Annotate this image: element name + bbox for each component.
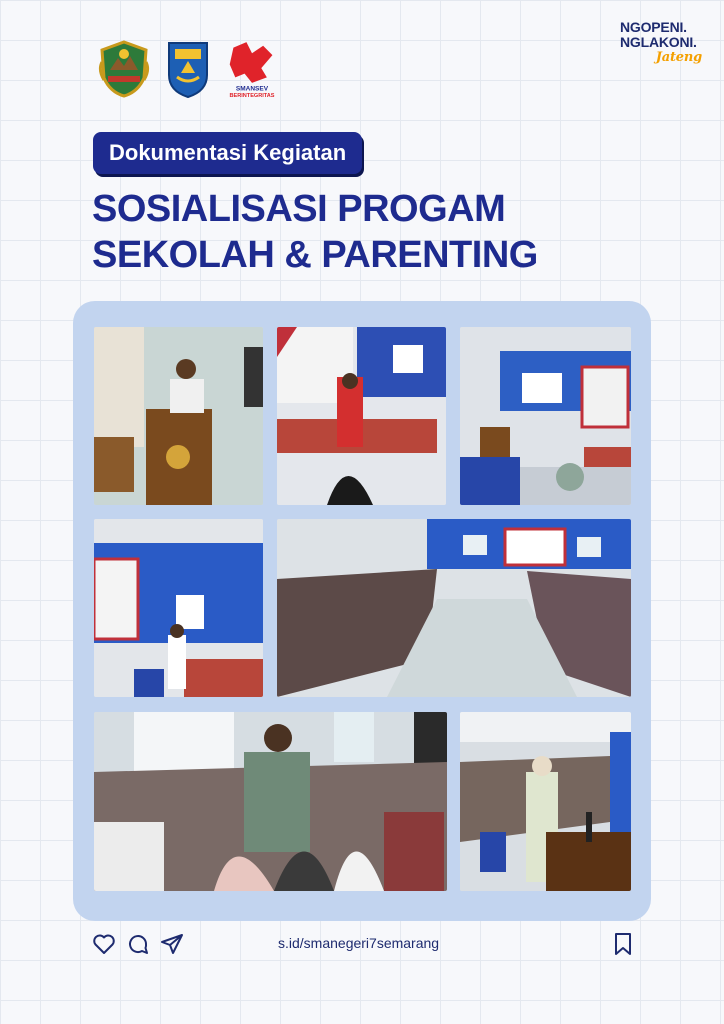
ngopeni-nglakoni-brand bbox=[620, 20, 706, 65]
page-title bbox=[92, 186, 538, 278]
footer-actions bbox=[92, 932, 184, 956]
brand-line-2: NGLAKONI. bbox=[620, 34, 697, 50]
jateng-province-emblem-icon bbox=[98, 38, 150, 100]
header-logos bbox=[98, 38, 278, 100]
smansev-berintegritas-logo-icon bbox=[226, 38, 278, 100]
stage-with-screen-photo[interactable] bbox=[94, 519, 263, 697]
speaker-at-podium-photo[interactable] bbox=[94, 327, 263, 505]
parent-standing-with-mic-photo[interactable] bbox=[460, 712, 631, 891]
brand-line-3: Jateng bbox=[655, 50, 702, 65]
title-line-2: SEKOLAH & PARENTING bbox=[92, 234, 538, 276]
school-shield-emblem-icon bbox=[162, 38, 214, 100]
speaker-with-banner-photo[interactable] bbox=[277, 327, 446, 505]
parent-asking-question-photo[interactable] bbox=[94, 712, 447, 891]
heart-icon[interactable] bbox=[92, 932, 116, 956]
school-link[interactable]: s.id/smanegeri7semarang bbox=[278, 935, 440, 951]
comment-icon[interactable] bbox=[126, 932, 150, 956]
brand-line-1: NGOPENI. bbox=[620, 19, 687, 35]
logo-caption-top: SMANSEV bbox=[235, 85, 269, 93]
title-line-1: SOSIALISASI PROGAM bbox=[92, 188, 506, 230]
audience-hall-photo[interactable] bbox=[277, 519, 631, 697]
category-badge: Dokumentasi Kegiatan bbox=[93, 132, 362, 174]
hall-stage-overview-photo[interactable] bbox=[460, 327, 631, 505]
share-icon[interactable] bbox=[160, 932, 184, 956]
bookmark-icon[interactable] bbox=[612, 932, 634, 956]
logo-caption-bottom: BERINTEGRITAS bbox=[229, 92, 275, 99]
